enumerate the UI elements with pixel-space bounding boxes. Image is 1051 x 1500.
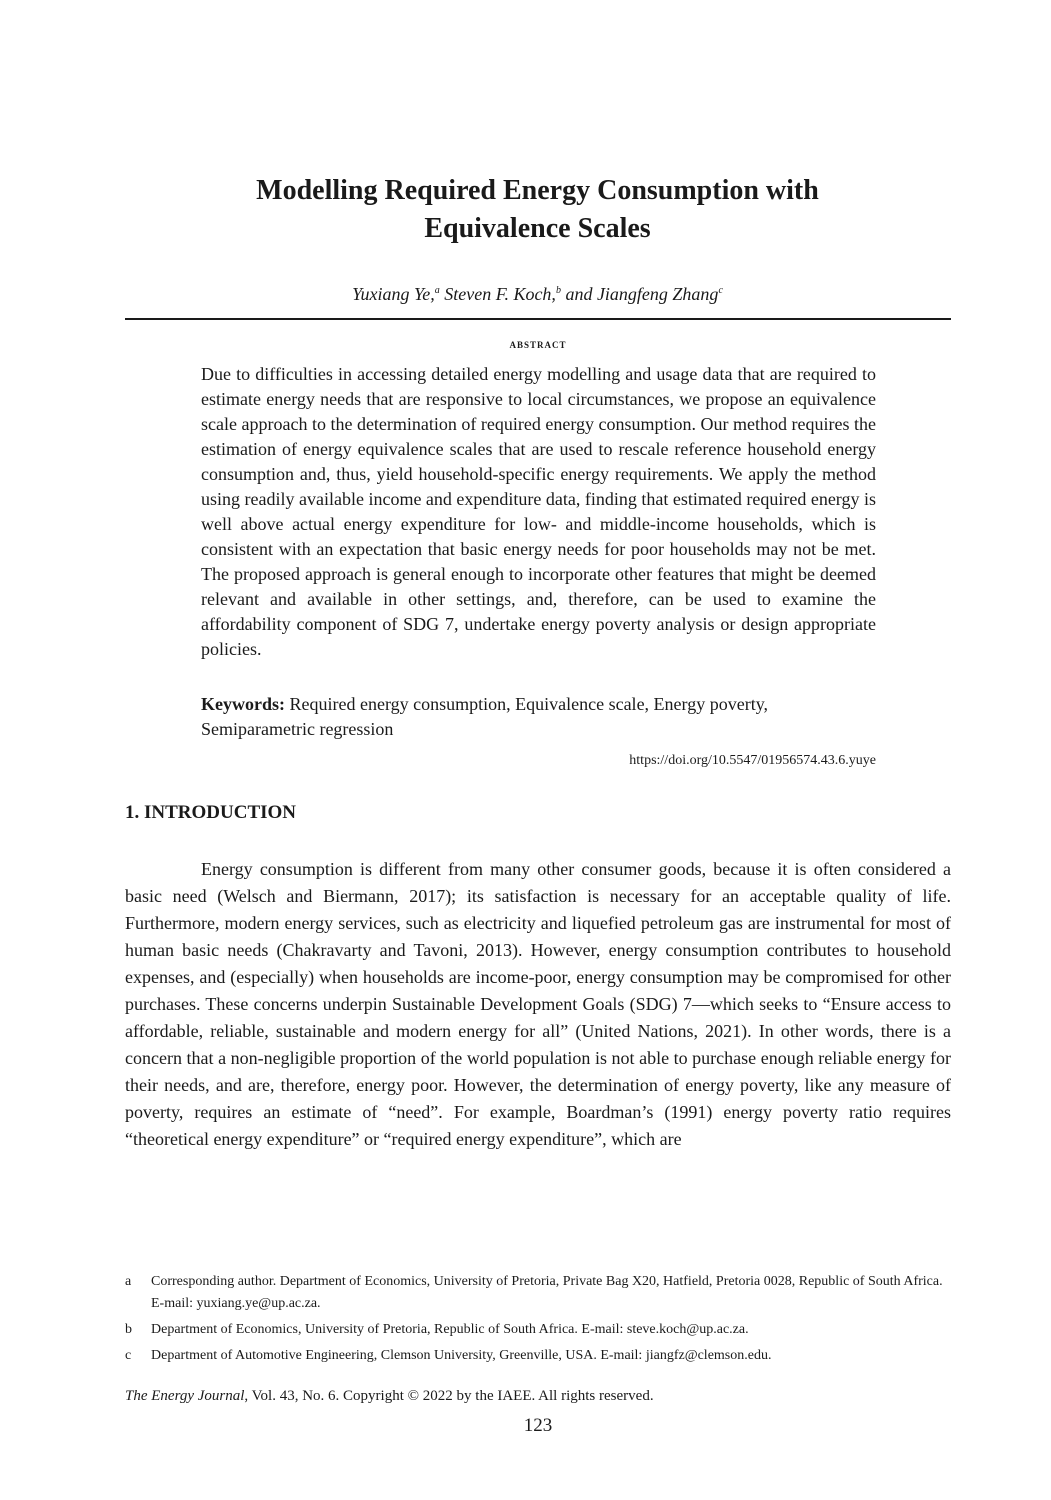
footnote-text: Corresponding author. Department of Economics, University of Pretoria, Private Bag X20, Hatfield, Pretoria 0028, Republic of South Africa. E-mail: yuxiang.ye@up.ac.za. — [151, 1274, 943, 1311]
author-affiliation-mark: a — [434, 285, 440, 296]
footnote-item — [125, 1345, 951, 1367]
abstract-text: Due to difficulties in accessing detailed energy modelling and usage data that are required to estimate energy needs that are responsive to local circumstances, we propose an equivalence scale approach to the determination of required energy consumption. Our method requires the estimation of energy equivalence scales that are used to rescale reference household energy consumption and, thus, yield household-specific energy requirements. We apply the method using readily available income and expenditure data, finding that estimated required energy is well above actual energy expenditure for low- and middle-income households, which is consistent with an expectation that basic energy needs for poor households may not be met. The proposed approach is general enough to incorporate other features that might be deemed relevant and available in other settings, and, therefore, can be used to examine the affordability component of SDG 7, undertake energy poverty analysis or design appropriate policies. — [201, 364, 876, 659]
footnote-item — [125, 1319, 951, 1341]
section-heading: 1. INTRODUCTION — [125, 802, 297, 823]
footnote-mark: b — [125, 1322, 132, 1337]
journal-citation — [125, 1386, 654, 1406]
abstract-heading: abstract — [509, 336, 567, 351]
footnote-item — [125, 1271, 951, 1315]
footnotes — [125, 1271, 951, 1371]
paper-title — [125, 172, 950, 248]
section-paragraph: Energy consumption is different from many other consumer goods, because it is often considered a basic need (Welsch and Biermann, 2017); its satisfaction is necessary for an acceptable quality of life. Furthermore, modern energy services, such as electricity and liquefied petroleum gas are instrumental for most of human basic needs (Chakravarty and Tavoni, 2013). However, energy consumption contributes to household expenses, and (especially) when households are income-poor, energy consumption may be compromised for other purchases. These concerns underpin Sustainable Development Goals (SDG) 7—which seeks to “Ensure access to affordable, reliable, sustainable and modern energy for all” (United Nations, 2021). In other words, there is a concern that a non-negligible proportion of the world population is not able to purchase enough reliable energy for their needs, and are, therefore, energy poor. However, the determination of energy poverty, like any measure of poverty, requires an estimate of “need”. For example, Boardman’s (1991) energy poverty ratio requires “theoretical energy expenditure” or “required energy expenditure”, which are — [125, 859, 951, 1149]
doi-link[interactable]: https://doi.org/10.5547/01956574.43.6.yuye — [629, 753, 876, 768]
title-line-2: Equivalence Scales — [424, 213, 651, 244]
author-affiliation-mark: c — [718, 285, 723, 296]
keywords-label: Keywords: — [201, 694, 285, 714]
journal-name: The Energy Journal — [125, 1388, 245, 1404]
journal-details: , Vol. 43, No. 6. Copyright © 2022 by the IAEE. All rights reserved. — [244, 1388, 654, 1404]
header-divider — [125, 318, 951, 320]
author-name: Yuxiang Ye, — [352, 284, 435, 304]
page-number: 123 — [523, 1415, 553, 1436]
author-name: and Jiangfeng Zhang — [560, 284, 719, 304]
footnote-text: Department of Economics, University of Pretoria, Republic of South Africa. E-mail: steve.koch@up.ac.za. — [151, 1322, 749, 1337]
footnote-mark: c — [125, 1348, 132, 1363]
title-line-1: Modelling Required Energy Consumption with — [256, 175, 819, 206]
footnote-text: Department of Automotive Engineering, Clemson University, Greenville, USA. E-mail: jiangfz@clemson.edu. — [151, 1348, 772, 1363]
footnote-mark: a — [125, 1274, 132, 1289]
author-list — [125, 282, 950, 306]
author-affiliation-mark: b — [555, 285, 561, 296]
keywords — [201, 692, 876, 742]
author-name: Steven F. Koch, — [439, 284, 556, 304]
keywords-list: Required energy consumption, Equivalence scale, Energy poverty, Semiparametric regression — [201, 694, 769, 739]
